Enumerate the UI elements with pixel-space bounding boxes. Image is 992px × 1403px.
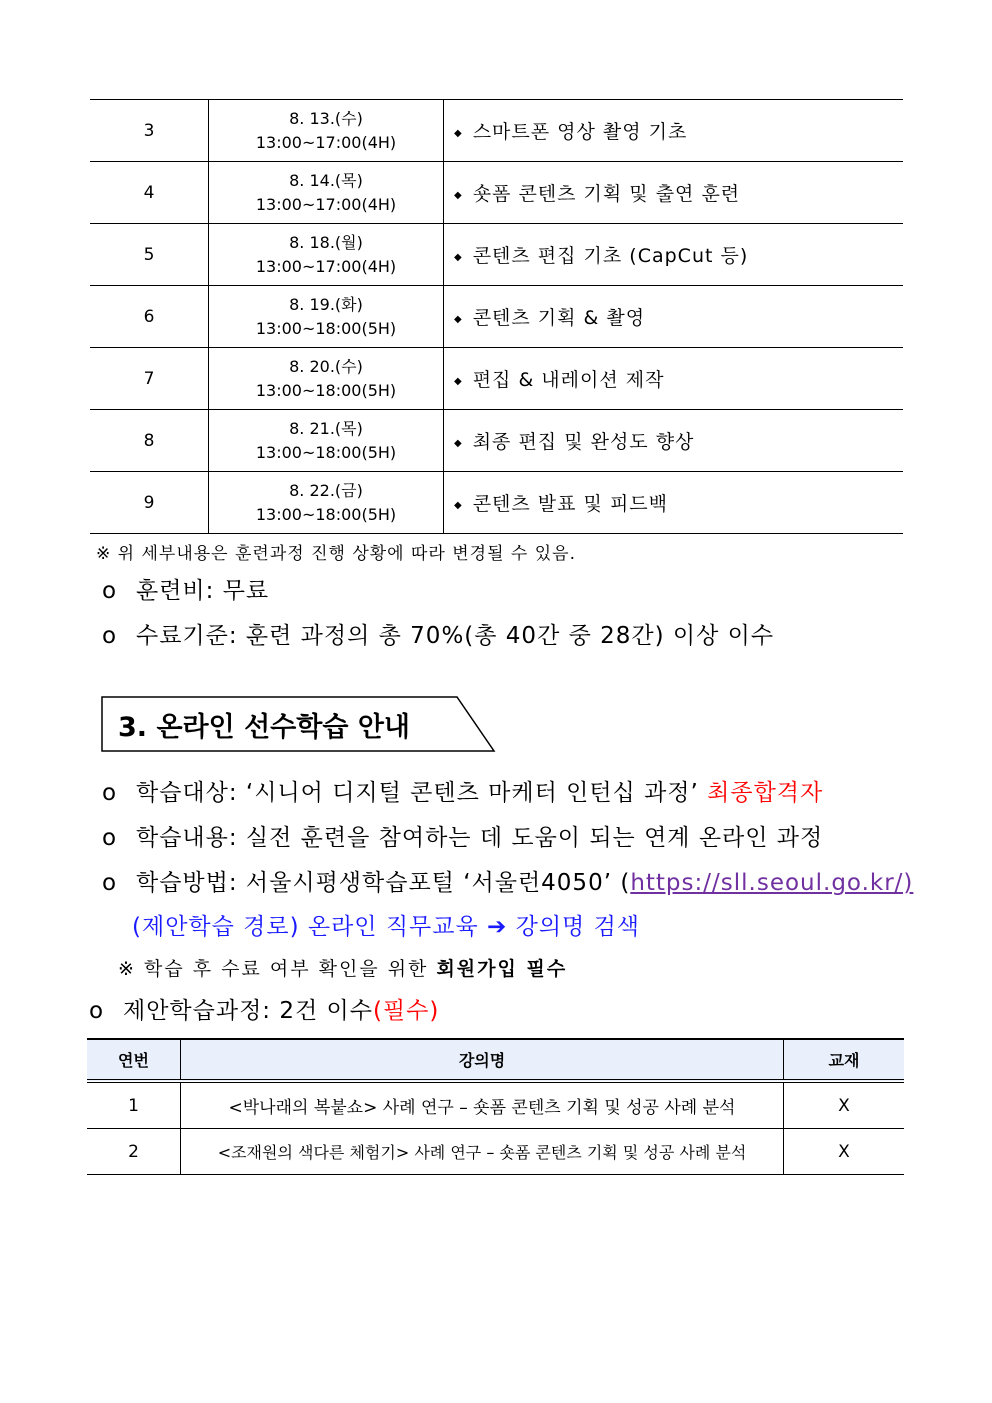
session-content	[444, 224, 904, 286]
lecture-textbook: X	[784, 1129, 905, 1175]
method-line	[102, 864, 913, 897]
session-number: 9	[90, 472, 209, 534]
diamond-bullet-icon: ◆	[454, 376, 463, 387]
session-content	[444, 100, 904, 162]
diamond-bullet-icon: ◆	[454, 252, 463, 263]
session-number: 8	[90, 410, 209, 472]
content-text: 학습내용: 실전 훈련을 참여하는 데 도움이 되는 연계 온라인 과정	[136, 825, 824, 851]
section-title: 3. 온라인 선수학습 안내	[118, 712, 410, 743]
lecture-table	[87, 1038, 904, 1175]
session-number: 7	[90, 348, 209, 410]
session-content	[444, 410, 904, 472]
course-text: 제안학습과정: 2건 이수	[123, 998, 373, 1024]
session-date: 8. 14.(목)	[289, 170, 363, 190]
session-date: 8. 13.(수)	[289, 108, 363, 128]
session-content	[444, 348, 904, 410]
content-text: 스마트폰 영상 촬영 기초	[472, 121, 688, 143]
content-text: 숏폼 콘텐츠 기획 및 출연 훈련	[472, 183, 741, 205]
session-content	[444, 162, 904, 224]
bullet: o	[102, 825, 118, 851]
bullet: o	[89, 998, 105, 1024]
session-date: 8. 21.(목)	[289, 418, 363, 438]
target-line	[102, 774, 823, 807]
table-row	[90, 100, 903, 162]
content-line	[102, 819, 823, 852]
session-time: 13:00~17:00(4H)	[255, 256, 397, 276]
session-datetime	[209, 410, 444, 472]
session-datetime	[209, 224, 444, 286]
content-text: 콘텐츠 발표 및 피드백	[472, 493, 669, 515]
content-text: 편집 & 내레이션 제작	[472, 369, 665, 391]
table-row	[87, 1129, 904, 1175]
header-number: 연번	[87, 1039, 181, 1081]
table-row	[90, 410, 903, 472]
schedule-note: ※ 위 세부내용은 훈련과정 진행 상황에 따라 변경될 수 있음.	[96, 544, 576, 564]
lecture-title: <조재원의 색다른 체험기> 사례 연구 – 숏폼 콘텐츠 기획 및 성공 사례 분석	[181, 1129, 784, 1175]
fee-line	[102, 572, 269, 605]
session-date: 8. 20.(수)	[289, 356, 363, 376]
session-time: 13:00~17:00(4H)	[255, 132, 397, 152]
diamond-bullet-icon: ◆	[454, 190, 463, 201]
session-datetime	[209, 100, 444, 162]
table-row	[90, 162, 903, 224]
session-time: 13:00~18:00(5H)	[255, 380, 397, 400]
table-row	[87, 1081, 904, 1129]
session-number: 4	[90, 162, 209, 224]
lecture-title: <박나래의 복붙쇼> 사례 연구 – 숏폼 콘텐츠 기획 및 성공 사례 분석	[181, 1081, 784, 1129]
table-row	[90, 224, 903, 286]
session-time: 13:00~17:00(4H)	[255, 194, 397, 214]
table-row	[90, 348, 903, 410]
course-line	[89, 992, 439, 1025]
header-title: 강의명	[181, 1039, 784, 1081]
signup-required: 회원가입 필수	[436, 958, 568, 980]
target-highlight: 최종합격자	[707, 780, 824, 806]
learning-path: (제안학습 경로) 온라인 직무교육 ➔ 강의명 검색	[132, 914, 641, 940]
diamond-bullet-icon: ◆	[454, 438, 463, 449]
criteria-text: 수료기준: 훈련 과정의 총 70%(총 40간 중 28간) 이상 이수	[136, 623, 775, 649]
session-number: 6	[90, 286, 209, 348]
schedule-table	[90, 99, 903, 534]
table-row	[90, 472, 903, 534]
table-row	[90, 286, 903, 348]
signup-note	[118, 954, 567, 981]
bullet: o	[102, 780, 118, 806]
session-content	[444, 472, 904, 534]
session-datetime	[209, 348, 444, 410]
method-text: 학습방법: 서울시평생학습포털 ‘서울런4050’ (	[136, 870, 631, 896]
session-date: 8. 19.(화)	[289, 294, 363, 314]
session-datetime	[209, 162, 444, 224]
lecture-textbook: X	[784, 1081, 905, 1129]
diamond-bullet-icon: ◆	[454, 128, 463, 139]
session-number: 3	[90, 100, 209, 162]
portal-link[interactable]: https://sll.seoul.go.kr/)	[630, 870, 914, 896]
session-content	[444, 286, 904, 348]
course-required: (필수)	[372, 998, 440, 1024]
bullet: o	[102, 623, 118, 649]
session-date: 8. 18.(월)	[289, 232, 363, 252]
bullet: o	[102, 870, 118, 896]
content-text: 최종 편집 및 완성도 향상	[472, 431, 695, 453]
header-textbook: 교재	[784, 1039, 905, 1081]
session-time: 13:00~18:00(5H)	[255, 442, 397, 462]
lecture-number: 2	[87, 1129, 181, 1175]
signup-note-text: ※ 학습 후 수료 여부 확인을 위한	[118, 958, 437, 980]
session-time: 13:00~18:00(5H)	[255, 318, 397, 338]
session-datetime	[209, 286, 444, 348]
lecture-number: 1	[87, 1081, 181, 1129]
session-time: 13:00~18:00(5H)	[255, 504, 397, 524]
diamond-bullet-icon: ◆	[454, 314, 463, 325]
session-datetime	[209, 472, 444, 534]
content-text: 콘텐츠 기획 & 촬영	[472, 307, 646, 329]
session-number: 5	[90, 224, 209, 286]
diamond-bullet-icon: ◆	[454, 500, 463, 511]
table-header-row	[87, 1039, 904, 1081]
bullet: o	[102, 578, 118, 604]
session-date: 8. 22.(금)	[289, 480, 363, 500]
target-text: 학습대상: ‘시니어 디지털 콘텐츠 마케터 인턴십 과정’	[136, 780, 708, 806]
criteria-line	[102, 617, 774, 650]
fee-text: 훈련비: 무료	[136, 578, 270, 604]
content-text: 콘텐츠 편집 기초 (CapCut 등)	[472, 245, 749, 267]
